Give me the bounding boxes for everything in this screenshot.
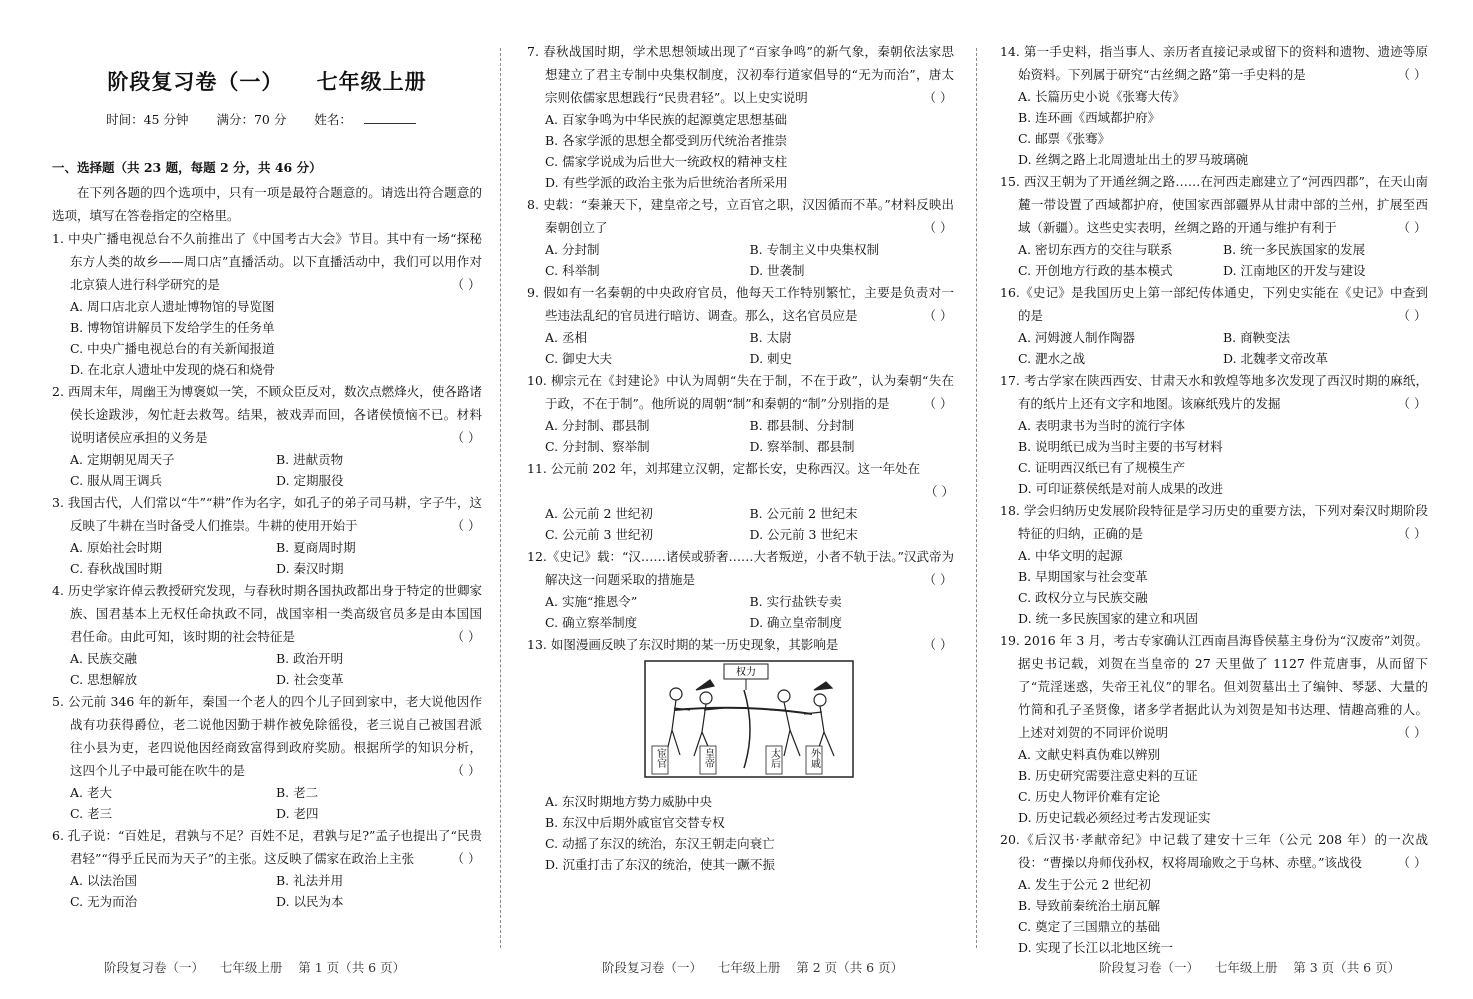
option-c[interactable]: C. 动摇了东汉的统治，东汉王朝走向衰亡: [545, 836, 775, 851]
answer-paren[interactable]: （ ）: [451, 629, 481, 644]
option-a[interactable]: A. 中华文明的起源: [1018, 548, 1123, 563]
answer-paren[interactable]: （ ）: [1397, 725, 1427, 740]
question-9: [527, 281, 954, 369]
question-19: [1000, 629, 1428, 828]
option-a[interactable]: A. 密切东西方的交往与联系: [1018, 242, 1173, 257]
option-a[interactable]: A. 公元前 2 世纪初: [545, 506, 653, 521]
section-heading: 一、选择题（共 23 题，每题 2 分，共 46 分）: [52, 160, 322, 175]
option-a[interactable]: A. 以法治国: [70, 873, 137, 888]
option-b[interactable]: B. 郡县制、分封制: [749, 418, 855, 433]
question-17: [1000, 369, 1428, 499]
answer-paren[interactable]: （ ）: [451, 518, 481, 533]
question-text: 4. 历史学家许倬云教授研究发现，与春秋时期各国执政都出身于特定的世卿家族、国君基本上无权任命执政不同，战国宰相一类高级官员多是由本国国君任命。由此可知，该时期的社会特征是: [52, 583, 482, 644]
question-text: 18. 学会归纳历史发展阶段特征是学习历史的重要方法，下列对秦汉时期阶段特征的归纳，正确的是: [1000, 503, 1428, 541]
page-column-2: [500, 0, 976, 999]
option-b[interactable]: B. 专制主义中央集权制: [749, 242, 880, 257]
option-c[interactable]: C. 邮票《张骞》: [1018, 131, 1111, 146]
question-text: 14. 第一手史料，指当事人、亲历者直接记录或留下的资料和遗物、遗迹等原始资料。下列属于研究“古丝绸之路”第一手史料的是: [1000, 44, 1428, 82]
answer-paren[interactable]: （ ）: [923, 572, 953, 587]
option-a[interactable]: A. 东汉时期地方势力威胁中央: [545, 794, 712, 809]
option-a[interactable]: A. 定期朝见周天子: [70, 452, 175, 467]
question-8: [527, 193, 954, 281]
exam-meta: [52, 110, 482, 128]
question-text: 7. 春秋战国时期，学术思想领域出现了“百家争鸣”的新气象，秦朝依法家思想建立了君主专制中央集权制度，汉初奉行道家倡导的“无为而治”，唐太宗则依儒家思想践行“民贵君轻”。以上史实说明: [527, 44, 954, 105]
answer-paren[interactable]: （ ）: [1397, 526, 1427, 541]
option-c[interactable]: C. 证明西汉纸已有了规模生产: [1018, 460, 1186, 475]
option-b[interactable]: B. 东汉中后期外戚宦官交替专权: [545, 815, 725, 830]
option-d[interactable]: D. 社会变革: [276, 672, 344, 687]
option-d[interactable]: D. 历史记载必须经过考古发现证实: [1018, 810, 1211, 825]
answer-paren[interactable]: （ ）: [923, 308, 953, 323]
option-c[interactable]: C. 公元前 3 世纪初: [545, 527, 653, 542]
answer-paren[interactable]: （ ）: [925, 484, 954, 499]
answer-paren[interactable]: （ ）: [923, 396, 953, 411]
option-c[interactable]: C. 思想解放: [70, 672, 138, 687]
answer-paren[interactable]: （ ）: [923, 220, 953, 235]
time-info: 时间：45 分钟: [106, 112, 189, 127]
answer-paren[interactable]: （ ）: [1397, 308, 1427, 323]
answer-paren[interactable]: （ ）: [451, 430, 481, 445]
option-a[interactable]: A. 文献史料真伪难以辨别: [1018, 747, 1160, 762]
name-blank[interactable]: [364, 111, 416, 124]
option-d[interactable]: D. 北魏孝文帝改革: [1223, 351, 1329, 366]
question-text: 2. 西周末年，周幽王为博褒姒一笑，不顾众臣反对，数次点燃烽火，使各路诸侯长途跋涉，匆忙赶去救驾。结果，被戏弄而回，各诸侯愤恼不已。材料说明诸侯应承担的义务是: [52, 384, 482, 445]
question-11: [527, 457, 954, 545]
question-13: [527, 633, 954, 875]
question-text: 12.《史记》载：“汉……诸侯或骄奢……大者叛逆，小者不轨于法。”汉武帝为解决这一问题采取的措施是: [527, 549, 954, 587]
cartoon-label-eunuch: 宦官: [654, 748, 666, 768]
option-a[interactable]: A. 长篇历史小说《张骞大传》: [1018, 89, 1185, 104]
question-10: [527, 369, 954, 457]
cartoon-label-inlaw: 外戚: [808, 748, 820, 768]
question-5: [52, 690, 482, 824]
question-1: [52, 227, 482, 380]
option-d[interactable]: D. 刺史: [749, 351, 793, 366]
answer-paren[interactable]: （ ）: [451, 763, 481, 778]
option-d[interactable]: D. 确立皇帝制度: [749, 615, 843, 630]
option-c[interactable]: C. 春秋战国时期: [70, 561, 163, 576]
question-7: [527, 40, 954, 193]
option-a[interactable]: A. 丞相: [545, 330, 587, 345]
option-b[interactable]: B. 太尉: [749, 330, 792, 345]
option-a[interactable]: A. 发生于公元 2 世纪初: [1018, 877, 1151, 892]
option-d[interactable]: D. 统一多民族国家的建立和巩固: [1018, 611, 1199, 626]
option-a[interactable]: A. 百家争鸣为中华民族的起源奠定思想基础: [545, 112, 787, 127]
question-text: 20.《后汉书·孝献帝纪》中记载了建安十三年（公元 208 年）的一次战役：“曹操以舟师伐孙权，权将周瑜败之于乌林、赤壁。”该战役: [1000, 832, 1428, 870]
option-c[interactable]: C. 确立察举制度: [545, 615, 638, 630]
name-field: [314, 112, 428, 127]
option-b[interactable]: B. 说明纸已成为当时主要的书写材料: [1018, 439, 1223, 454]
question-text: 19. 2016 年 3 月，考古专家确认江西南昌海昏侯墓主身份为“汉废帝”刘贺。据史书记载，刘贺在当皇帝的 27 天里做了 1127 件荒唐事，从而留下了“荒淫迷惑，失帝王礼仪”的罪名。但刘贺墓出土了编钟、琴瑟、大量的竹简和孔子圣贤像，诸多学者据此认为刘贺是知书达理、情趣高雅的人。上述对刘贺的不同评价说明: [1000, 633, 1428, 740]
answer-paren[interactable]: （ ）: [1397, 855, 1427, 870]
answer-paren[interactable]: （ ）: [451, 851, 481, 866]
question-text: 5. 公元前 346 年的新年，秦国一个老人的四个儿子回到家中，老大说他因作战有功获得爵位，老二说他因勤于耕作被免除徭役，老三说自己被国君派往小县为吏，老四说他因经商致富得到政府奖励。根据所学的知识分析，这四个儿子中最可能在吹牛的是: [52, 694, 482, 778]
question-text: 15. 西汉王朝为了开通丝绸之路……在河西走廊建立了“河西四郡”，在天山南麓一带设置了西域都护府，使国家西部疆界从甘肃中部的兰州，扩展至西域（新疆）。这些史实表明，丝绸之路的开通与维护有利于: [1000, 174, 1428, 235]
answer-paren[interactable]: （ ）: [451, 277, 481, 292]
option-c[interactable]: C. 服从周王调兵: [70, 473, 163, 488]
question-15: [1000, 170, 1428, 281]
question-text: 3. 我国古代，人们常以“牛”“耕”作为名字，如孔子的弟子司马耕，字子牛，这反映了牛耕在当时备受人们推崇。牛耕的使用开始于: [52, 495, 482, 533]
option-b[interactable]: B. 博物馆讲解员下发给学生的任务单: [70, 320, 275, 335]
option-d[interactable]: D. 丝绸之路上北周遗址出土的罗马玻璃碗: [1018, 152, 1249, 167]
page-footer-2: 阶段复习卷（一） 七年级上册 第 2 页（共 6 页）: [602, 960, 904, 975]
answer-paren[interactable]: （ ）: [1397, 220, 1427, 235]
question-6: [52, 824, 482, 912]
option-b[interactable]: B. 老二: [276, 785, 319, 800]
answer-paren[interactable]: （ ）: [923, 90, 953, 105]
option-c[interactable]: C. 政权分立与民族交融: [1018, 590, 1148, 605]
option-c[interactable]: C. 历史人物评价难有定论: [1018, 789, 1161, 804]
option-a[interactable]: A. 实施“推恩令”: [545, 594, 638, 609]
tug-of-war-cartoon: [644, 660, 854, 778]
option-a[interactable]: A. 河姆渡人制作陶器: [1018, 330, 1135, 345]
option-c[interactable]: C. 奠定了三国鼎立的基础: [1018, 919, 1161, 934]
option-b[interactable]: B. 政治开明: [276, 651, 344, 666]
cartoon-label-empress: 太后: [768, 748, 780, 768]
option-a[interactable]: A. 民族交融: [70, 651, 137, 666]
option-d[interactable]: D. 实现了长江以北地区统一: [1018, 940, 1174, 955]
question-text: 13. 如图漫画反映了东汉时期的某一历史现象，其影响是: [527, 637, 839, 652]
page-footer-3: 阶段复习卷（一） 七年级上册 第 3 页（共 6 页）: [1099, 960, 1401, 975]
answer-paren[interactable]: （ ）: [1397, 67, 1427, 82]
option-b[interactable]: B. 早期国家与社会变革: [1018, 569, 1148, 584]
page-title: 阶段复习卷（一） 七年级上册: [107, 69, 427, 94]
answer-paren[interactable]: （ ）: [1397, 396, 1427, 411]
option-c[interactable]: C. 儒家学说成为后世大一统政权的精神支柱: [545, 154, 788, 169]
section-intro: 在下列各题的四个选项中，只有一项是最符合题意的。请选出符合题意的选项，填写在答卷指定的空格里。: [52, 185, 482, 223]
question-2: [52, 380, 482, 491]
option-a[interactable]: A. 周口店北京人遗址博物馆的导览图: [70, 299, 275, 314]
option-d[interactable]: D. 老四: [276, 806, 319, 821]
option-d[interactable]: D. 可印证蔡侯纸是对前人成果的改进: [1018, 481, 1224, 496]
question-text: 8. 史载：“秦兼天下，建皇帝之号，立百官之职，汉因循而不革。”材料反映出秦朝创立了: [527, 197, 954, 235]
option-a[interactable]: A. 老大: [70, 785, 112, 800]
name-label: 姓名：: [314, 112, 352, 127]
option-c[interactable]: C. 中央广播电视总台的有关新闻报道: [70, 341, 275, 356]
option-b[interactable]: B. 夏商周时期: [276, 540, 356, 555]
option-a[interactable]: A. 表明隶书为当时的流行字体: [1018, 418, 1185, 433]
option-c[interactable]: C. 分封制、察举制: [545, 439, 650, 454]
option-c[interactable]: C. 无为而治: [70, 894, 138, 909]
question-text: 11. 公元前 202 年，刘邦建立汉朝，定都长安，史称西汉。这一年处在: [527, 461, 921, 476]
option-a[interactable]: A. 分封制、郡县制: [545, 418, 650, 433]
option-d[interactable]: D. 秦汉时期: [276, 561, 344, 576]
option-d[interactable]: D. 在北京人遗址中发现的烧石和烧骨: [70, 362, 276, 377]
option-b[interactable]: B. 实行盐铁专卖: [749, 594, 842, 609]
option-c[interactable]: C. 科举制: [545, 263, 600, 278]
question-16: [1000, 281, 1428, 369]
question-text: 17. 考古学家在陕西西安、甘肃天水和敦煌等地多次发现了西汉时期的麻纸，有的纸片上还有文字和地图。该麻纸残片的发掘: [1000, 373, 1428, 411]
question-text: 6. 孔子说：“百姓足，君孰与不足？百姓不足，君孰与足?”孟子也提出了“民贵君轻”“得乎丘民而为天子”的主张。这反映了儒家在政治上主张: [52, 828, 482, 866]
option-c[interactable]: C. 御史大夫: [545, 351, 613, 366]
option-d[interactable]: D. 定期服役: [276, 473, 344, 488]
option-b[interactable]: B. 进献贡物: [276, 452, 344, 467]
page-column-1: [0, 0, 500, 999]
option-b[interactable]: B. 公元前 2 世纪末: [749, 506, 858, 521]
option-d[interactable]: D. 公元前 3 世纪末: [749, 527, 858, 542]
score-info: 满分：70 分: [216, 112, 287, 127]
cartoon-label-emperor: 皇帝: [702, 748, 714, 768]
question-4: [52, 579, 482, 690]
option-d[interactable]: D. 察举制、郡县制: [749, 439, 855, 454]
question-text: 10. 柳宗元在《封建论》中认为周朝“失在于制，不在于政”，认为秦朝“失在于政，不在于制”。他所说的周朝“制”和秦朝的“制”分别指的是: [527, 373, 954, 411]
option-d[interactable]: D. 以民为本: [276, 894, 344, 909]
option-b[interactable]: B. 商鞅变法: [1223, 330, 1291, 345]
option-b[interactable]: B. 历史研究需要注意史料的互证: [1018, 768, 1198, 783]
page-footer-1: 阶段复习卷（一） 七年级上册 第 1 页（共 6 页）: [104, 960, 406, 975]
answer-paren[interactable]: （ ）: [923, 637, 953, 652]
question-18: [1000, 499, 1428, 629]
option-b[interactable]: B. 统一多民族国家的发展: [1223, 242, 1366, 257]
option-a[interactable]: A. 原始社会时期: [70, 540, 162, 555]
question-text: 1. 中央广播电视总台不久前推出了《中国考古大会》节目。其中有一场“探秘东方人类的故乡——周口店”直播活动。以下直播活动中，我们可以用作对北京猿人进行科学研究的是: [52, 231, 482, 292]
option-d[interactable]: D. 世袭制: [749, 263, 805, 278]
option-d[interactable]: D. 沉重打击了东汉的统治，使其一蹶不振: [545, 857, 776, 872]
cartoon-label-power: 权力: [736, 667, 756, 678]
option-b[interactable]: B. 连环画《西域都护府》: [1018, 110, 1161, 125]
option-d[interactable]: D. 江南地区的开发与建设: [1223, 263, 1366, 278]
question-text: 16.《史记》是我国历史上第一部纪传体通史，下列史实能在《史记》中查到的是: [1000, 285, 1428, 323]
option-c[interactable]: C. 淝水之战: [1018, 351, 1086, 366]
question-3: [52, 491, 482, 579]
option-b[interactable]: B. 礼法并用: [276, 873, 344, 888]
page-column-3: [976, 0, 1473, 999]
option-d[interactable]: D. 有些学派的政治主张为后世统治者所采用: [545, 175, 788, 190]
option-a[interactable]: A. 分封制: [545, 242, 600, 257]
question-14: [1000, 40, 1428, 170]
question-20: [1000, 828, 1428, 958]
question-text: 9. 假如有一名秦朝的中央政府官员，他每天工作特别繁忙，主要是负责对一些违法乱纪的官员进行暗访、调查。那么，这名官员应是: [527, 285, 954, 323]
option-c[interactable]: C. 老三: [70, 806, 113, 821]
option-b[interactable]: B. 各家学派的思想全都受到历代统治者推崇: [545, 133, 788, 148]
option-b[interactable]: B. 导致前秦统治土崩瓦解: [1018, 898, 1161, 913]
question-12: [527, 545, 954, 633]
option-c[interactable]: C. 开创地方行政的基本模式: [1018, 263, 1173, 278]
